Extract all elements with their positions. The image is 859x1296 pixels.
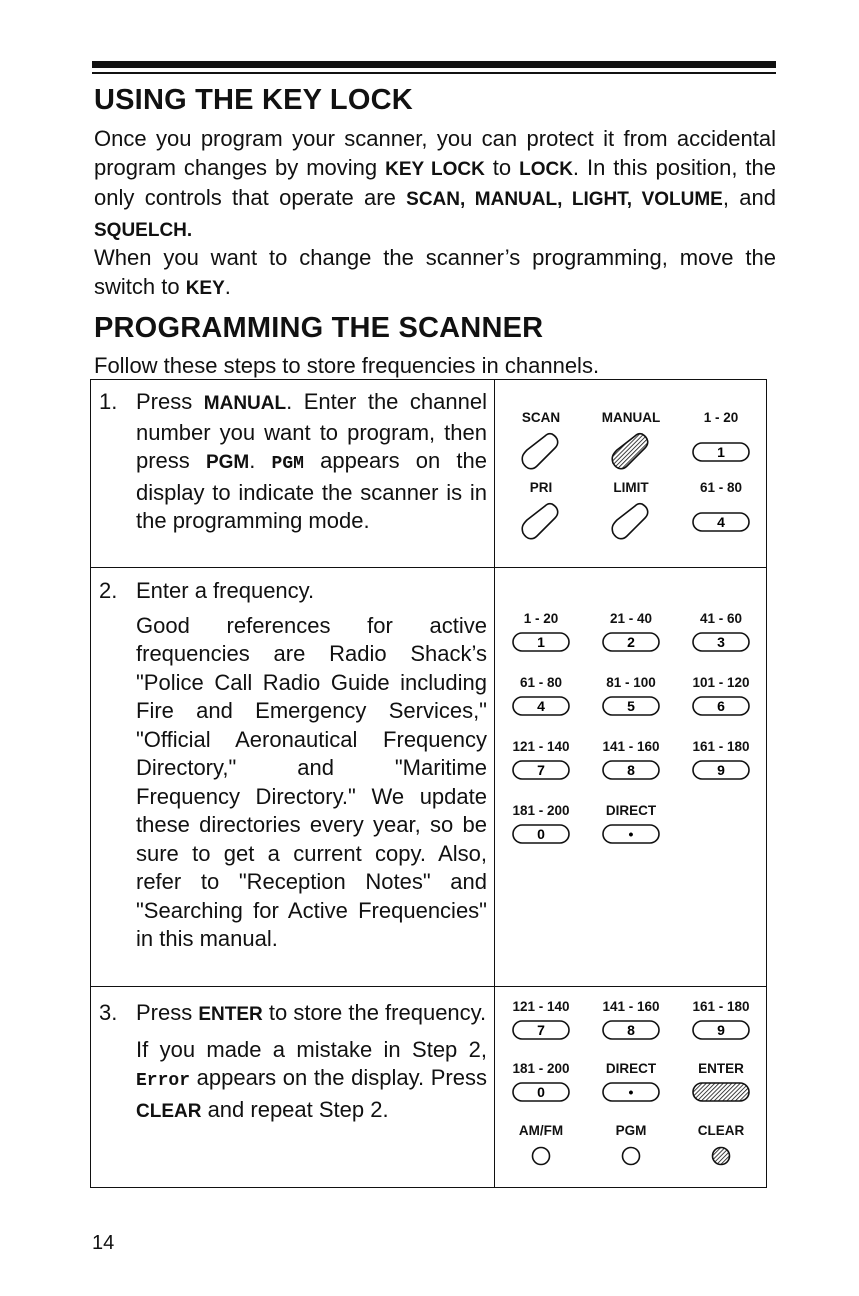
key-label-161-180: 161 - 180 [692,999,750,1014]
am-fm-key[interactable] [530,1145,552,1167]
heading-programming: PROGRAMMING THE SCANNER [94,312,544,344]
top-rule-thick [92,61,776,68]
key-0[interactable] [511,823,571,845]
key-0-glyph: 0 [537,1084,545,1100]
step-3-text: 3. Press ENTER to store the frequency. If you made a mistake in Step 2, Error appears on the display. Press CLEAR and repeat Step 2. [99,1000,487,1122]
key-label-61-80: 61 - 80 [699,480,743,495]
scan-key[interactable] [519,430,563,474]
row-separator-1 [91,567,766,568]
key-label-manual: MANUAL [601,410,661,425]
page-number: 14 [92,1232,115,1254]
pri-key[interactable] [519,500,563,544]
manual-key[interactable] [609,430,653,474]
key-label-pgm: PGM [615,1123,647,1138]
key-8-glyph: 8 [627,1022,635,1038]
key-label-181-200: 181 - 200 [512,803,570,818]
key-label-pri: PRI [529,480,553,495]
key-label-81-100: 81 - 100 [606,675,656,690]
row-separator-2 [91,986,766,987]
key-4[interactable] [691,511,751,533]
pgm-key[interactable] [620,1145,642,1167]
direct-key-glyph: • [628,1084,634,1100]
key-8[interactable] [601,759,661,781]
steps-table [90,379,767,1188]
key-8-glyph: 8 [627,762,635,778]
key-4[interactable] [511,695,571,717]
heading-key-lock: USING THE KEY LOCK [94,84,413,116]
key-label-21-40: 21 - 40 [609,611,653,626]
key-7[interactable] [511,759,571,781]
key-7-glyph: 7 [537,762,545,778]
key-label-61-80: 61 - 80 [519,675,563,690]
key-6[interactable] [691,695,751,717]
key-5[interactable] [601,695,661,717]
key-3[interactable] [691,631,751,653]
key-9[interactable] [691,1019,751,1041]
key-label-1-20: 1 - 20 [703,410,739,425]
key-7-glyph: 7 [537,1022,545,1038]
para-key-lock-1: Once you program your scanner, you can protect it from accidental program changes by moving KEY LOCK to LOCK. In this position, the only controls that operate are SCAN, MANUAL, LIGHT, VOLUME, and SQUELCH. [94,126,776,241]
enter-key[interactable] [691,1081,751,1103]
key-label-141-160: 141 - 160 [602,739,660,754]
programming-intro: Follow these steps to store frequencies in channels. [94,353,600,378]
top-rule-thin [92,72,776,74]
key-1[interactable] [691,441,751,463]
key-1-glyph: 1 [537,634,545,650]
key-4-glyph: 4 [537,698,545,714]
key-1[interactable] [511,631,571,653]
key-0-glyph: 0 [537,826,545,842]
key-label-121-140: 121 - 140 [512,999,570,1014]
step-1-text: 1. Press MANUAL. Enter the channel number you want to program, then press PGM. PGM appears on the display to indicate the scanner is in the programming mode. [99,389,487,533]
key-label-clear: CLEAR [697,1123,745,1138]
key-6-glyph: 6 [717,698,725,714]
key-label-enter: ENTER [698,1061,744,1076]
key-label-121-140: 121 - 140 [512,739,570,754]
para-key-lock-2: When you want to change the scanner’s programming, move the switch to KEY. [94,245,776,299]
key-7[interactable] [511,1019,571,1041]
table-divider [494,380,495,1187]
key-label-141-160: 141 - 160 [602,999,660,1014]
key-0[interactable] [511,1081,571,1103]
key-label-limit: LIMIT [613,480,649,495]
key-label-161-180: 161 - 180 [692,739,750,754]
key-label-41-60: 41 - 60 [699,611,743,626]
key-label-direct: DIRECT [605,1061,657,1076]
key-label-1-20: 1 - 20 [523,611,559,626]
key-9-glyph: 9 [717,1022,725,1038]
key-1-glyph: 1 [717,444,725,460]
key-4-glyph: 4 [717,514,725,530]
key-label-101-120: 101 - 120 [692,675,750,690]
direct-key[interactable] [601,1081,661,1103]
key-5-glyph: 5 [627,698,635,714]
key-label-181-200: 181 - 200 [512,1061,570,1076]
key-9[interactable] [691,759,751,781]
limit-key[interactable] [609,500,653,544]
direct-key[interactable] [601,823,661,845]
key-3-glyph: 3 [717,634,725,650]
key-2[interactable] [601,631,661,653]
key-9-glyph: 9 [717,762,725,778]
key-2-glyph: 2 [627,634,635,650]
key-label-scan: SCAN [521,410,561,425]
clear-key[interactable] [710,1145,732,1167]
step-2-text: 2. Enter a frequency. Good references for active frequencies are Radio Shack’s "Police Call Radio Guide including Fire and Emergency Services," "Official Aeronautical Frequency Directory," and "Maritime Frequency Directory." We update these directories every year, so be sure to get a current copy. Also, refer to "Reception Notes" and "Searching for Active Frequencies" in this manual. [99,578,487,951]
key-label-am-fm: AM/FM [518,1123,564,1138]
key-8[interactable] [601,1019,661,1041]
key-label-direct: DIRECT [605,803,657,818]
direct-key-glyph: • [628,826,634,842]
